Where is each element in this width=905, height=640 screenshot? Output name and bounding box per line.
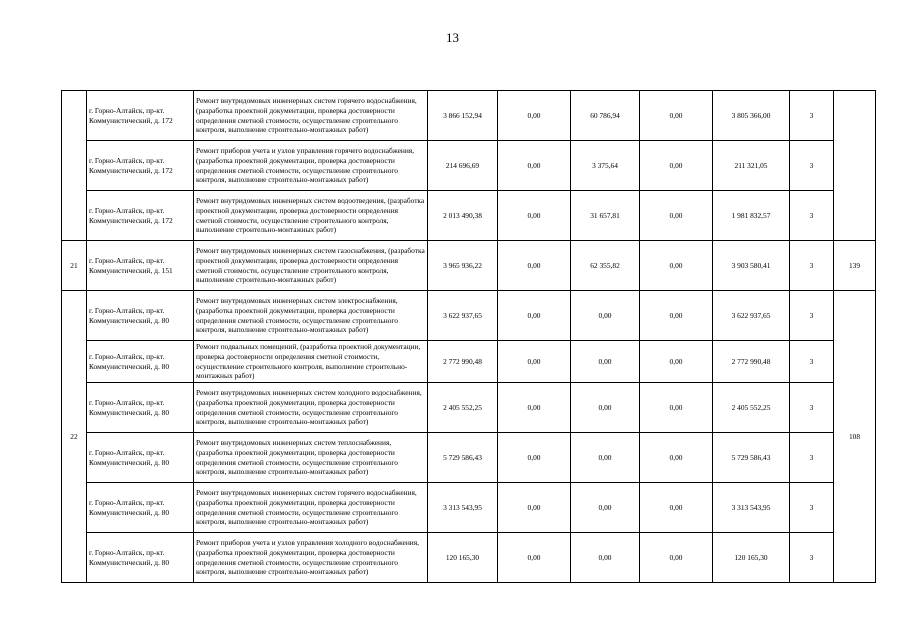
address-cell: г. Горно-Алтайск, пр-кт. Коммунистический, д. 80 [87, 433, 194, 483]
quantity-cell: 3 [790, 433, 834, 483]
work-description-cell: Ремонт внутридомовых инженерных систем горячего водоснабжения, (разработка проектной документации, проверка достоверности определения сметной стоимости, осуществление строительного контроля, выполнение строительно-монтажных работ) [194, 483, 428, 533]
cost-column-4-cell: 0,00 [640, 241, 713, 291]
cost-column-4-cell: 0,00 [640, 383, 713, 433]
cost-column-2-cell: 0,00 [498, 483, 571, 533]
cost-column-3-cell: 62 355,82 [571, 241, 640, 291]
address-cell: г. Горно-Алтайск, пр-кт. Коммунистический, д. 80 [87, 533, 194, 583]
table-row [62, 91, 876, 141]
total-cost-cell: 2 013 490,38 [428, 191, 498, 241]
page-number: 13 [446, 30, 459, 45]
cost-column-3-cell: 31 657,81 [571, 191, 640, 241]
cost-column-5-cell: 3 313 543,95 [713, 483, 790, 533]
address-cell: г. Горно-Алтайск, пр-кт. Коммунистический, д. 172 [87, 141, 194, 191]
work-description-cell: Ремонт внутридомовых инженерных систем газоснабжения, (разработка проектной документации, проверка достоверности определения сметной стоимости, осуществление строительного контроля, выполнение строительно-монтажных работ) [194, 241, 428, 291]
quantity-cell: 3 [790, 291, 834, 341]
last-column-cell: 108 [834, 291, 876, 583]
cost-column-5-cell: 120 165,30 [713, 533, 790, 583]
work-description-cell: Ремонт внутридомовых инженерных систем теплоснабжения, (разработка проектной документации, проверка достоверности определения сметной стоимости, осуществление строительного контроля, выполнение строительно-монтажных работ) [194, 433, 428, 483]
cost-column-4-cell: 0,00 [640, 341, 713, 383]
table-row [62, 341, 876, 383]
row-number-cell: 22 [62, 291, 87, 583]
cost-column-2-cell: 0,00 [498, 191, 571, 241]
last-column-cell: 139 [834, 241, 876, 291]
cost-column-2-cell: 0,00 [498, 533, 571, 583]
total-cost-cell: 214 696,69 [428, 141, 498, 191]
quantity-cell: 3 [790, 241, 834, 291]
cost-column-3-cell: 0,00 [571, 433, 640, 483]
cost-column-4-cell: 0,00 [640, 433, 713, 483]
cost-column-3-cell: 0,00 [571, 383, 640, 433]
address-cell: г. Горно-Алтайск, пр-кт. Коммунистический, д. 80 [87, 383, 194, 433]
address-cell: г. Горно-Алтайск, пр-кт. Коммунистический, д. 80 [87, 483, 194, 533]
cost-column-5-cell: 2 405 552,25 [713, 383, 790, 433]
row-number-cell: 21 [62, 241, 87, 291]
cost-column-4-cell: 0,00 [640, 141, 713, 191]
address-cell: г. Горно-Алтайск, пр-кт. Коммунистический, д. 151 [87, 241, 194, 291]
table-row [62, 141, 876, 191]
cost-column-2-cell: 0,00 [498, 291, 571, 341]
table-row [62, 191, 876, 241]
work-description-cell: Ремонт внутридомовых инженерных систем электроснабжения, (разработка проектной документации, проверка достоверности определения сметной стоимости, осуществление строительного контроля, выполнение строительно-монтажных работ) [194, 291, 428, 341]
total-cost-cell: 3 866 152,94 [428, 91, 498, 141]
table-row [62, 291, 876, 341]
total-cost-cell: 2 405 552,25 [428, 383, 498, 433]
capital-repair-table [61, 90, 876, 583]
cost-column-3-cell: 0,00 [571, 341, 640, 383]
cost-column-2-cell: 0,00 [498, 241, 571, 291]
cost-column-5-cell: 3 805 366,00 [713, 91, 790, 141]
row-number-cell [62, 91, 87, 241]
quantity-cell: 3 [790, 91, 834, 141]
quantity-cell: 3 [790, 483, 834, 533]
quantity-cell: 3 [790, 141, 834, 191]
cost-column-2-cell: 0,00 [498, 141, 571, 191]
total-cost-cell: 3 313 543,95 [428, 483, 498, 533]
cost-column-3-cell: 60 786,94 [571, 91, 640, 141]
table-row [62, 433, 876, 483]
cost-column-3-cell: 0,00 [571, 533, 640, 583]
table-row [62, 483, 876, 533]
table-row [62, 241, 876, 291]
cost-column-2-cell: 0,00 [498, 341, 571, 383]
total-cost-cell: 120 165,30 [428, 533, 498, 583]
address-cell: г. Горно-Алтайск, пр-кт. Коммунистический, д. 80 [87, 291, 194, 341]
total-cost-cell: 3 965 936,22 [428, 241, 498, 291]
cost-column-5-cell: 2 772 990,48 [713, 341, 790, 383]
quantity-cell: 3 [790, 341, 834, 383]
total-cost-cell: 5 729 586,43 [428, 433, 498, 483]
cost-column-5-cell: 1 981 832,57 [713, 191, 790, 241]
work-description-cell: Ремонт приборов учета и узлов управления холодного водоснабжения, (разработка проектной документации, проверка достоверности определения сметной стоимости, осуществление строительного контроля, выполнение строительно-монтажных работ) [194, 533, 428, 583]
cost-column-2-cell: 0,00 [498, 383, 571, 433]
cost-column-3-cell: 3 375,64 [571, 141, 640, 191]
cost-column-5-cell: 3 903 580,41 [713, 241, 790, 291]
cost-column-2-cell: 0,00 [498, 433, 571, 483]
work-description-cell: Ремонт внутридомовых инженерных систем горячего водоснабжения, (разработка проектной документации, проверка достоверности определения сметной стоимости, осуществление строительного контроля, выполнение строительно-монтажных работ) [194, 91, 428, 141]
quantity-cell: 3 [790, 383, 834, 433]
cost-column-3-cell: 0,00 [571, 483, 640, 533]
cost-column-5-cell: 211 321,05 [713, 141, 790, 191]
table-row [62, 533, 876, 583]
quantity-cell: 3 [790, 533, 834, 583]
address-cell: г. Горно-Алтайск, пр-кт. Коммунистический, д. 172 [87, 191, 194, 241]
quantity-cell: 3 [790, 191, 834, 241]
cost-column-4-cell: 0,00 [640, 91, 713, 141]
cost-column-4-cell: 0,00 [640, 533, 713, 583]
work-description-cell: Ремонт подвальных помещений, (разработка проектной документации, проверка достоверности определения сметной стоимости, осуществление строительного контроля, выполнение строительно-монтажных работ) [194, 341, 428, 383]
last-column-cell [834, 91, 876, 241]
cost-column-4-cell: 0,00 [640, 191, 713, 241]
cost-column-4-cell: 0,00 [640, 483, 713, 533]
table-row [62, 383, 876, 433]
cost-column-5-cell: 5 729 586,43 [713, 433, 790, 483]
cost-column-2-cell: 0,00 [498, 91, 571, 141]
cost-column-5-cell: 3 622 937,65 [713, 291, 790, 341]
cost-column-4-cell: 0,00 [640, 291, 713, 341]
total-cost-cell: 2 772 990,48 [428, 341, 498, 383]
address-cell: г. Горно-Алтайск, пр-кт. Коммунистический, д. 80 [87, 341, 194, 383]
work-description-cell: Ремонт приборов учета и узлов управления горячего водоснабжения, (разработка проектной документации, проверка достоверности определения сметной стоимости, осуществление строительного контроля, выполнение строительно-монтажных работ) [194, 141, 428, 191]
total-cost-cell: 3 622 937,65 [428, 291, 498, 341]
work-description-cell: Ремонт внутридомовых инженерных систем водоотведения, (разработка проектной документации, проверка достоверности определения сметной стоимости, осуществление строительного контроля, выполнение строительно-монтажных работ) [194, 191, 428, 241]
address-cell: г. Горно-Алтайск, пр-кт. Коммунистический, д. 172 [87, 91, 194, 141]
cost-column-3-cell: 0,00 [571, 291, 640, 341]
work-description-cell: Ремонт внутридомовых инженерных систем холодного водоснабжения, (разработка проектной документации, проверка достоверности определения сметной стоимости, осуществление строительного контроля, выполнение строительно-монтажных работ) [194, 383, 428, 433]
